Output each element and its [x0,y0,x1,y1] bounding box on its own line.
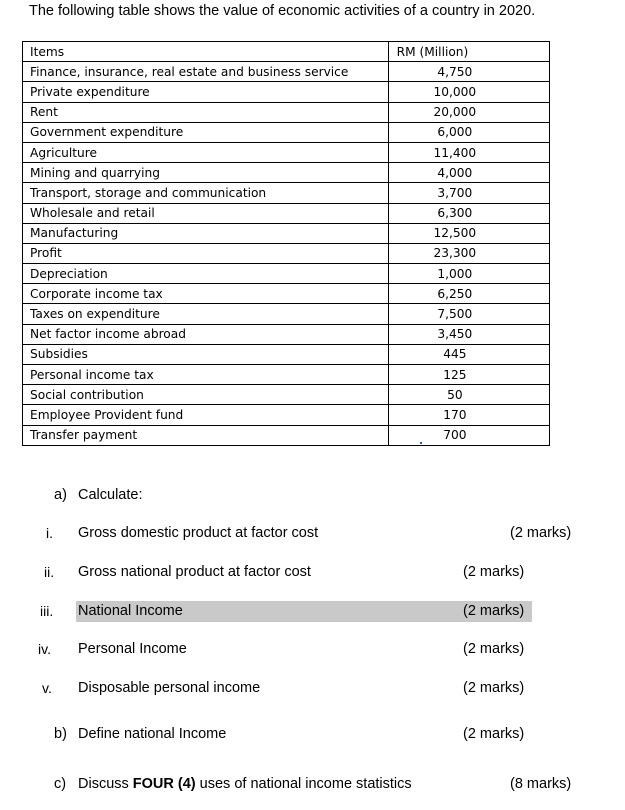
row-value: 20,000 [388,102,549,122]
table-row [23,142,550,162]
table-row [23,82,550,102]
part-v-text: Disposable personal income [78,680,261,696]
table-row [23,203,550,223]
row-item: Private expenditure [23,82,389,102]
row-item: Transfer payment [23,425,389,445]
table-header-row [23,42,550,62]
row-value: 50 [388,385,549,405]
part-i-text: Gross domestic product at factor cost [78,525,319,541]
table-row [23,284,550,304]
row-value: 23,300 [388,243,549,263]
table-row [23,102,550,122]
row-item: Taxes on expenditure [23,304,389,324]
question-c-text-after: uses of national income statistics [195,776,412,792]
stray-dot [420,442,422,444]
table-row [23,122,550,142]
part-i-number: i. [46,525,53,541]
part-iv-marks: (2 marks) [463,641,525,657]
row-item: Subsidies [23,344,389,364]
row-item: Corporate income tax [23,284,389,304]
table-row [23,264,550,284]
table-row [23,344,550,364]
table-row [23,183,550,203]
row-item: Wholesale and retail [23,203,389,223]
part-iii-text: National Income [78,603,183,619]
table-body [23,42,550,446]
row-item: Government expenditure [23,122,389,142]
row-item: Mining and quarrying [23,163,389,183]
row-value: 4,750 [388,62,549,82]
part-iii-marks: (2 marks) [463,603,525,619]
part-v-number: v. [42,680,52,696]
table-row [23,304,550,324]
row-item: Agriculture [23,142,389,162]
question-b-label: b) [54,726,67,742]
part-iv-number: iv. [38,641,51,657]
row-value: 170 [388,405,549,425]
question-a-text: Calculate: [78,487,143,503]
row-value: 125 [388,365,549,385]
part-i-marks: (2 marks) [510,525,572,541]
part-iii-number: iii. [40,603,54,619]
part-ii-number: ii. [44,564,55,580]
table-row [23,365,550,385]
table-row [23,62,550,82]
header-items: Items [23,42,389,62]
intro-text: The following table shows the value of economic activities of a country in 2020. [29,3,536,19]
question-a-label: a) [54,487,67,503]
row-value: 445 [388,344,549,364]
row-value: 12,500 [388,223,549,243]
row-value: 6,000 [388,122,549,142]
row-item: Personal income tax [23,365,389,385]
question-c-label: c) [54,776,67,792]
question-b-marks: (2 marks) [463,726,525,742]
table-row [23,425,550,445]
row-item: Rent [23,102,389,122]
table-row [23,385,550,405]
question-c-text-before: Discuss [78,776,133,792]
part-v-marks: (2 marks) [463,680,525,696]
row-item: Finance, insurance, real estate and business service [23,62,389,82]
row-value: 6,250 [388,284,549,304]
table-row [23,324,550,344]
row-value: 6,300 [388,203,549,223]
row-value: 4,000 [388,163,549,183]
row-value: 3,450 [388,324,549,344]
table-row [23,243,550,263]
table-row [23,405,550,425]
row-value: 11,400 [388,142,549,162]
part-ii-marks: (2 marks) [463,564,525,580]
question-b-text: Define national Income [78,726,227,742]
part-iv-text: Personal Income [78,641,187,657]
economic-activities-table [22,41,550,446]
question-c-text [78,775,412,793]
row-item: Profit [23,243,389,263]
row-value: 700 [388,425,549,445]
row-value: 1,000 [388,264,549,284]
row-item: Social contribution [23,385,389,405]
question-c-bold: FOUR (4) [132,776,196,792]
row-value: 7,500 [388,304,549,324]
row-value: 10,000 [388,82,549,102]
row-item: Net factor income abroad [23,324,389,344]
row-value: 3,700 [388,183,549,203]
part-ii-text: Gross national product at factor cost [78,564,311,580]
row-item: Manufacturing [23,223,389,243]
question-c-marks: (8 marks) [510,776,572,792]
row-item: Depreciation [23,264,389,284]
header-value: RM (Million) [388,42,549,62]
row-item: Transport, storage and communication [23,183,389,203]
table-row [23,163,550,183]
row-item: Employee Provident fund [23,405,389,425]
table-row [23,223,550,243]
